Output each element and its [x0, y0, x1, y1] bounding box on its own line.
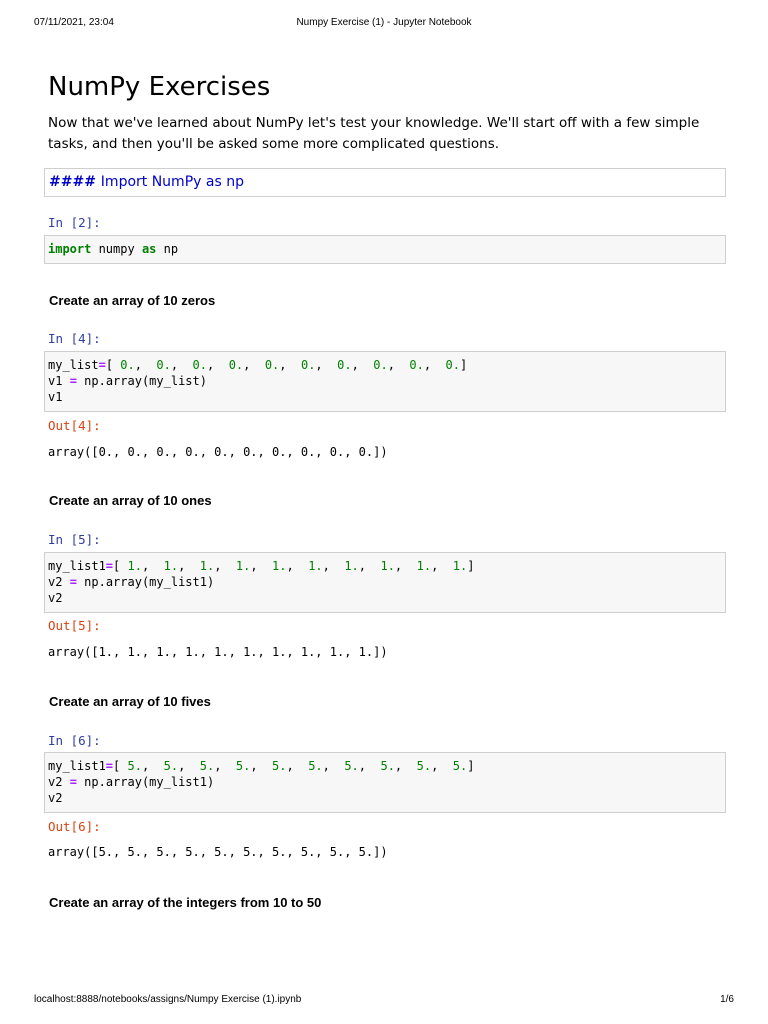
print-url: localhost:8888/notebooks/assigns/Numpy Exercise (1).ipynb: [34, 994, 302, 1005]
code-block: [48, 558, 474, 606]
print-date: 07/11/2021, 23:04: [34, 17, 114, 28]
section-heading: Create an array of 10 fives: [49, 694, 211, 709]
cell-output: array([0., 0., 0., 0., 0., 0., 0., 0., 0., 0.]): [48, 445, 388, 459]
code-block: [48, 357, 467, 405]
code-text: my_list=[ 0., 0., 0., 0., 0., 0., 0., 0., 0., 0.]: [48, 358, 468, 372]
out-prompt: Out[5]:: [48, 618, 101, 633]
in-prompt: In [4]:: [48, 331, 101, 346]
code-cell-fives[interactable]: [44, 752, 726, 813]
page-number: 1/6: [720, 994, 734, 1005]
code-text: v1 = np.array(my_list): [48, 374, 207, 388]
code-text: v2: [48, 791, 63, 805]
in-prompt: In [5]:: [48, 532, 101, 547]
code-text: import numpy as np: [48, 242, 179, 256]
section-heading: Create an array of 10 zeros: [49, 293, 216, 308]
notebook-title: NumPy Exercises: [48, 72, 271, 102]
code-block: [48, 758, 474, 806]
code-text: v2 = np.array(my_list1): [48, 575, 215, 589]
code-text: v2 = np.array(my_list1): [48, 775, 215, 789]
intro-paragraph: Now that we've learned about NumPy let's test your knowledge. We'll start off with a few simple tasks, and then you'll be asked some more complicated questions.: [48, 115, 700, 152]
out-prompt: Out[4]:: [48, 418, 101, 433]
code-text: my_list1=[ 1., 1., 1., 1., 1., 1., 1., 1., 1., 1.]: [48, 559, 475, 573]
cell-output: array([5., 5., 5., 5., 5., 5., 5., 5., 5., 5.]): [48, 845, 388, 859]
in-prompt: In [2]:: [48, 215, 101, 230]
in-prompt: In [6]:: [48, 733, 101, 748]
code-line: [48, 241, 178, 257]
out-prompt: Out[6]:: [48, 819, 101, 834]
code-text: v2: [48, 591, 63, 605]
section-heading: Create an array of 10 ones: [49, 493, 212, 508]
code-cell-zeros[interactable]: [44, 351, 726, 412]
code-cell-ones[interactable]: [44, 552, 726, 613]
print-page-title: Numpy Exercise (1) - Jupyter Notebook: [296, 17, 472, 28]
markdown-cell-text: #### Import NumPy as np: [49, 174, 244, 190]
cell-output: array([1., 1., 1., 1., 1., 1., 1., 1., 1., 1.]): [48, 645, 388, 659]
code-cell-import[interactable]: [44, 235, 726, 264]
code-text: my_list1=[ 5., 5., 5., 5., 5., 5., 5., 5., 5., 5.]: [48, 759, 475, 773]
section-heading: Create an array of the integers from 10 to 50: [49, 895, 322, 910]
code-text: v1: [48, 390, 63, 404]
markdown-cell[interactable]: [44, 168, 726, 197]
